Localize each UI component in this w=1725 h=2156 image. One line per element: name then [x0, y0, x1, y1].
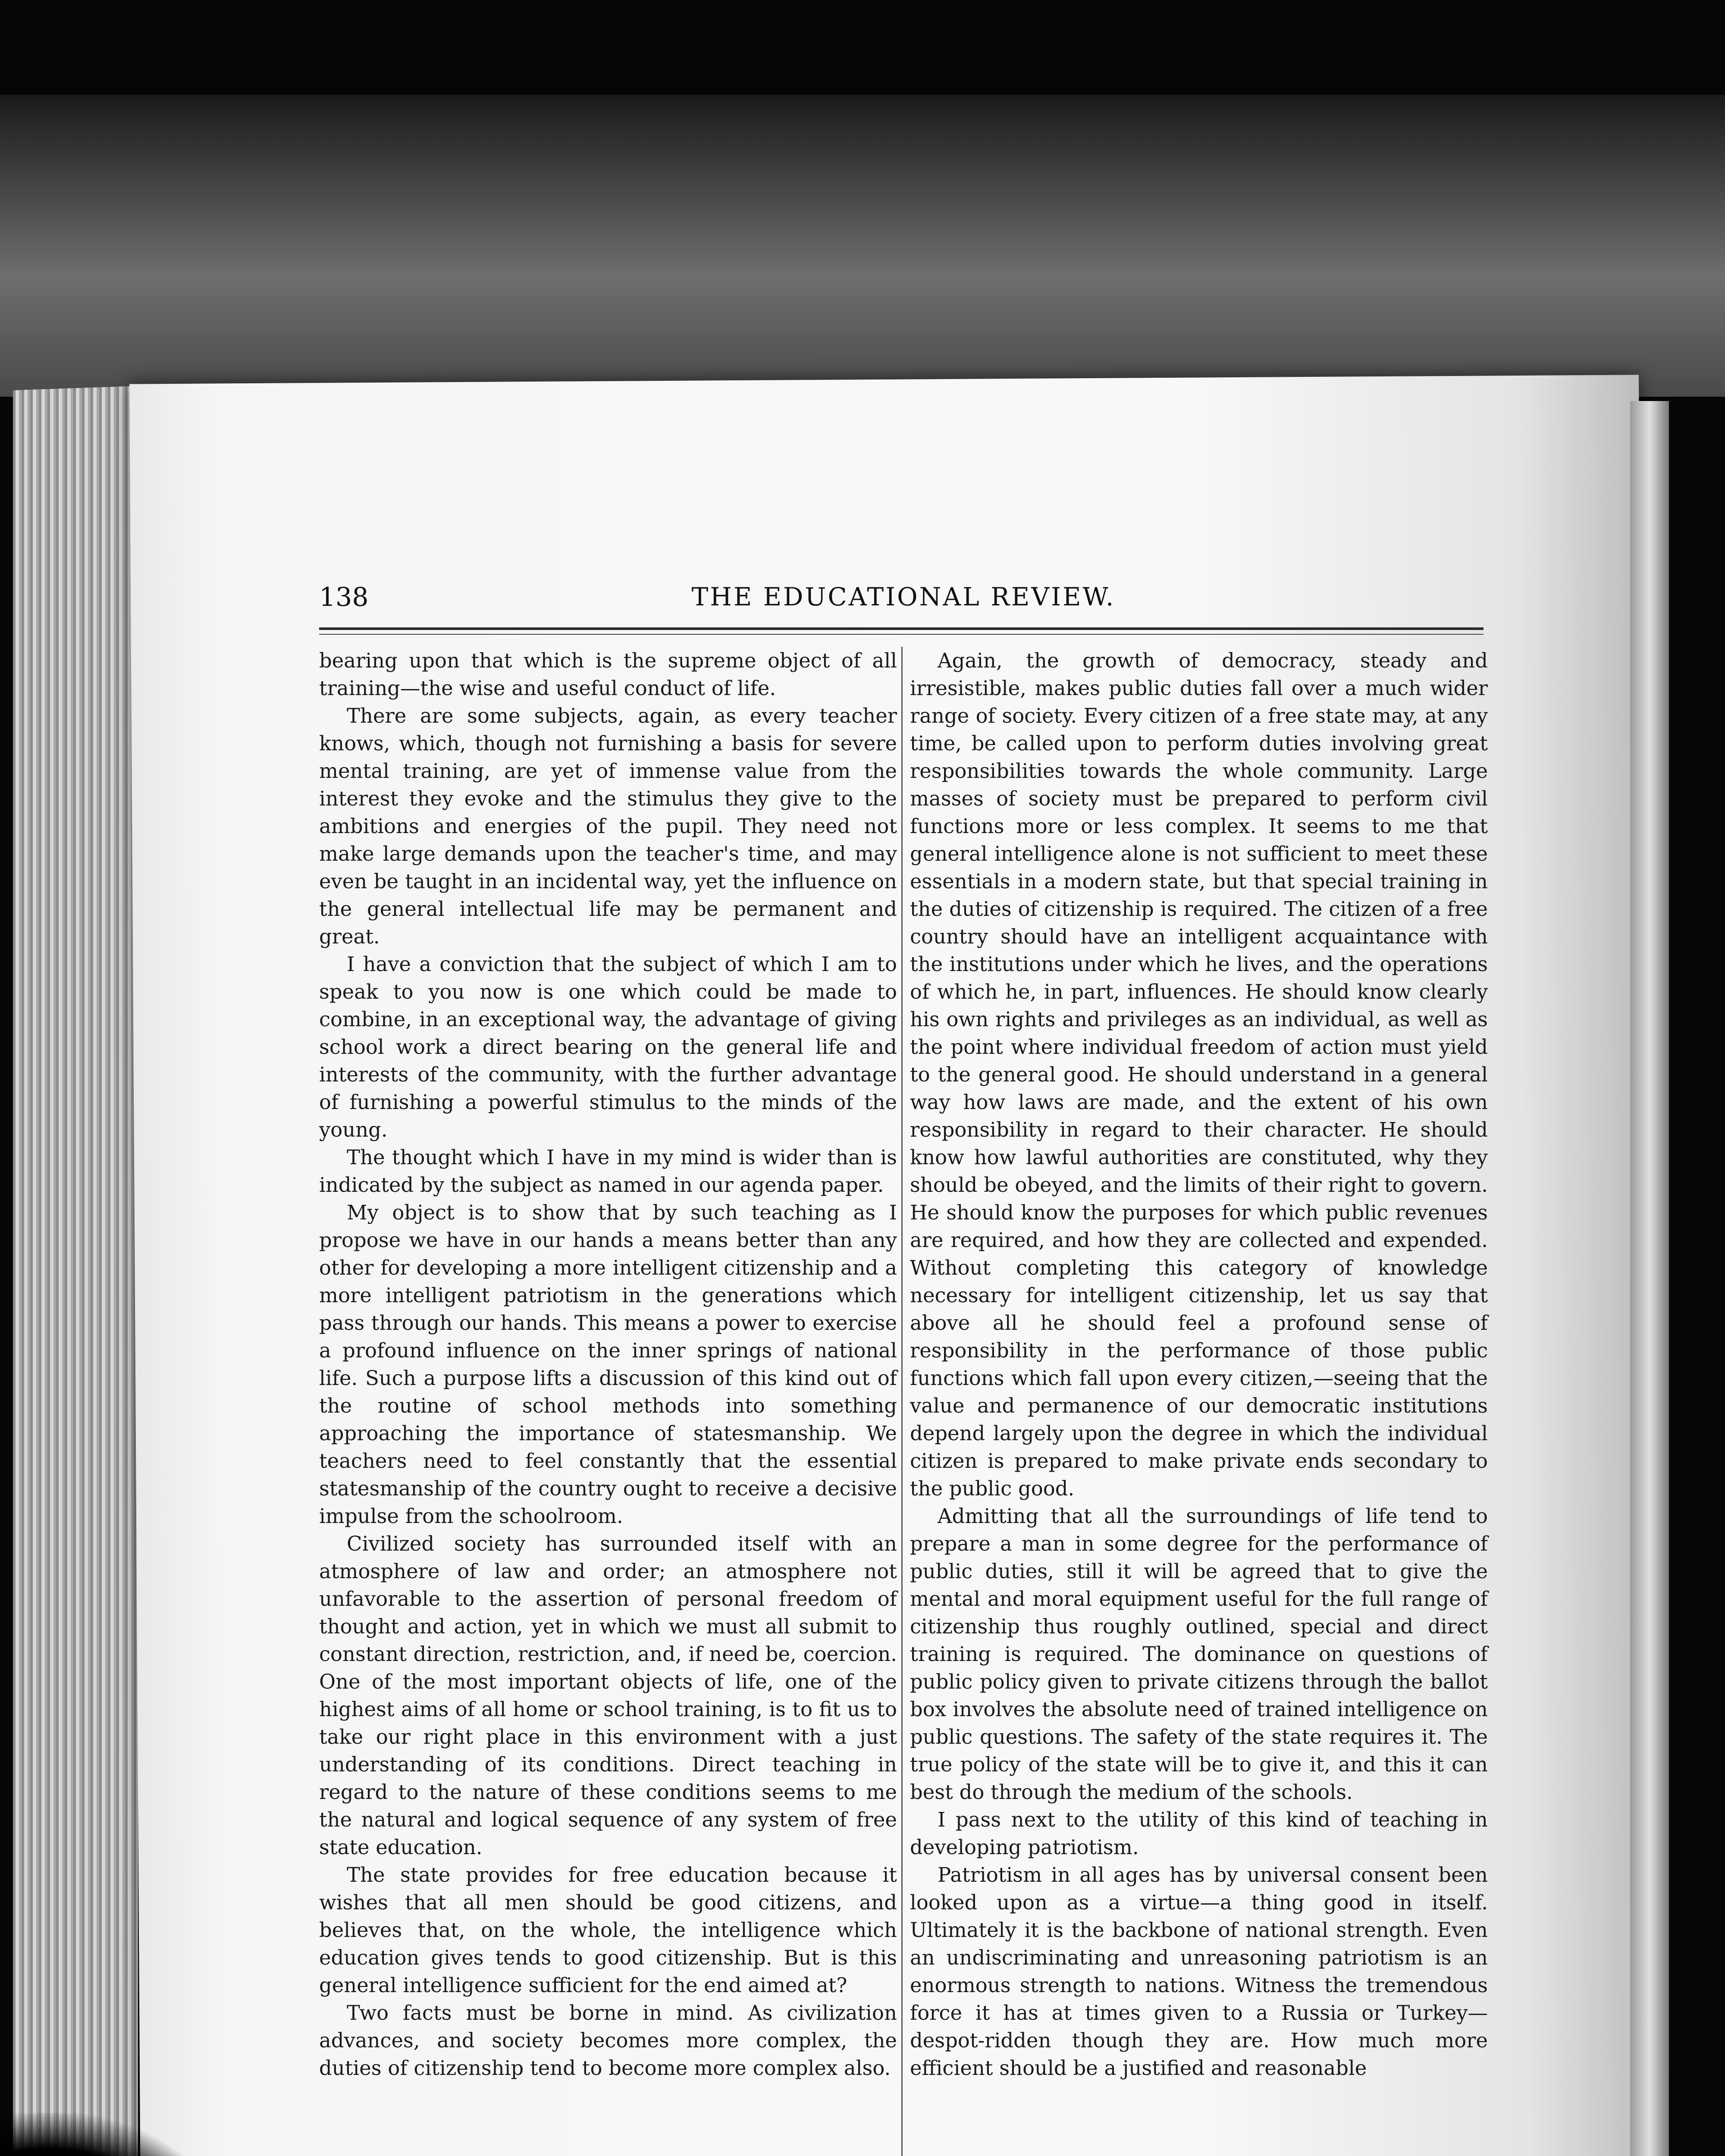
page-header	[319, 582, 1488, 621]
paragraph: Patriotism in all ages has by universal consent been looked upon as a virtue—a thing good in itself. Ultimately it is the backbone of national strength. Even an undiscriminating and unreasoning patriotism is an enormous strength to nations. Witness the tremendous force it has at times given to a Russia or Turkey—despot-ridden though they are. How much more efficient should be a justified and reasonable	[910, 1863, 1488, 2080]
paragraph: Again, the growth of democracy, steady and irresistible, makes public duties fall over a much wider range of society. Every citizen of a free state may, at any time, be called upon to perform duties involving great responsibilities towards the whole community. Large masses of society must be prepared to perform civil functions more or less complex. It seems to me that general intelligence alone is not sufficient to meet these essentials in a modern state, but that special training in the duties of citizenship is required. The citizen of a free country should have an intelligent acquaintance with the institutions under which he lives, and the operations of which he, in part, influences. He should know clearly his own rights and privileges as an individual, as well as the point where individual freedom of action must yield to the general good. He should understand in a general way how laws are made, and the extent of his own responsibility in regard to their character. He should know how lawful authorities are constituted, why they should be obeyed, and the limits of their right to govern. He should know the purposes for which public revenues are required, and how they are collected and expended. Without completing this category of knowledge necessary for intelligent citizenship, let us say that above all he should feel a profound sense of responsibility in the performance of those public functions which fall upon every citizen,—seeing that the value and permanence of our democratic institutions depend largely upon the degree in which the individual citizen is prepared to make private ends secondary to the public good.	[910, 649, 1488, 1500]
paragraph: Civilized society has surrounded itself with an atmosphere of law and order; an atmosphere not unfavorable to the assertion of personal freedom of thought and action, yet in which we must all submit to constant direction, restriction, and, if need be, coercion. One of the most important objects of life, one of the highest aims of all home or school training, is to fit us to take our right place in this environment with a just understanding of its conditions. Direct teaching in regard to the nature of these conditions seems to me the natural and logical sequence of any system of free state education.	[319, 1532, 897, 1859]
page-number: 138	[319, 582, 369, 612]
paragraph: bearing upon that which is the supreme object of all training—the wise and useful conduct of life.	[319, 649, 897, 700]
header-rule	[319, 627, 1484, 630]
running-title: THE EDUCATIONAL REVIEW.	[691, 582, 1116, 611]
scan-top-shadow	[0, 95, 1725, 397]
header-rule-thin	[319, 634, 1484, 635]
paragraph: The thought which I have in my mind is wider than is indicated by the subject as named in our agenda paper.	[319, 1146, 897, 1197]
paragraph: I pass next to the utility of this kind of teaching in developing patriotism.	[910, 1808, 1488, 1859]
book-page-edges	[13, 386, 138, 2156]
paragraph: There are some subjects, again, as every teacher knows, which, though not furnishing a basis for severe mental training, are yet of immense value from the interest they evoke and the stimulus they give to the ambitions and energies of the pupil. They need not make large demands upon the teacher's time, and may even be taught in an incidental way, yet the influence on the general intellectual life may be permanent and great.	[319, 704, 897, 948]
book-right-edge	[1630, 401, 1669, 2156]
paragraph: Admitting that all the surroundings of life tend to prepare a man in some degree for the performance of public duties, still it will be agreed that to give the mental and moral equipment useful for the full range of citizenship thus roughly outlined, special and direct training is required. The dominance on questions of public policy given to private citizens through the ballot box involves the absolute need of trained intelligence on public questions. The safety of the state requires it. The true policy of the state will be to give it, and this it can best do through the medium of the schools.	[910, 1504, 1488, 1804]
paragraph: Two facts must be borne in mind. As civilization advances, and society becomes more complex, the duties of citizenship tend to become more complex also.	[319, 2001, 897, 2080]
paragraph: My object is to show that by such teaching as I propose we have in our hands a means better than any other for developing a more intelligent citizenship and a more intelligent patriotism in the generations which pass through our hands. This means a power to exercise a profound influence on the inner springs of national life. Such a purpose lifts a discussion of this kind out of the routine of school methods into something approaching the importance of statesmanship. We teachers need to feel constantly that the essential statesmanship of the country ought to receive a decisive impulse from the schoolroom.	[319, 1201, 897, 1528]
column-divider	[901, 647, 903, 2156]
left-column	[319, 647, 897, 2082]
paragraph: The state provides for free education because it wishes that all men should be good citizens, and believes that, on the whole, the intelligence which education gives tends to good citizenship. But is this general intelligence sufficient for the end aimed at?	[319, 1863, 897, 1997]
paragraph: I have a conviction that the subject of which I am to speak to you now is one which could be made to combine, in an exceptional way, the advantage of giving school work a direct bearing on the general life and interests of the community, with the further advantage of furnishing a powerful stimulus to the minds of the young.	[319, 953, 897, 1141]
thumb-shadow	[0, 2113, 242, 2156]
right-column	[910, 647, 1488, 2082]
